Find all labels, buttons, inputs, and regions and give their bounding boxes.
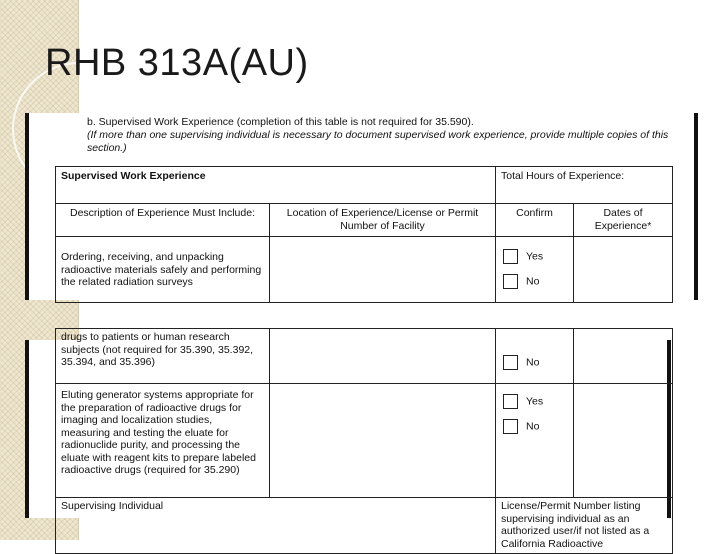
header-supervised-work: Supervised Work Experience	[61, 170, 206, 182]
column-header-row	[56, 204, 673, 237]
scan-border-left	[25, 340, 29, 518]
section-intro	[87, 116, 687, 155]
row-description: Ordering, receiving, and unpacking radioactive materials safely and performing the related radiation surveys	[56, 237, 270, 303]
dates-field[interactable]	[574, 329, 673, 384]
form-excerpt-bottom	[25, 331, 698, 550]
experience-table-bottom	[55, 328, 673, 554]
table-row	[56, 384, 673, 498]
form-excerpt-top	[25, 113, 698, 300]
no-checkbox[interactable]	[503, 355, 518, 370]
section-heading: b. Supervised Work Experience (completion of this table is not required for 35.590).	[87, 116, 474, 128]
location-field[interactable]	[270, 329, 496, 384]
supervising-individual-label: Supervising Individual	[56, 498, 496, 554]
yes-checkbox[interactable]	[503, 394, 518, 409]
confirm-yes-option[interactable]: Yes	[503, 249, 568, 264]
confirm-no-option[interactable]: No	[503, 419, 568, 434]
location-field[interactable]	[270, 384, 496, 498]
confirm-no-option[interactable]: No	[503, 355, 568, 370]
license-permit-label: License/Permit Number listing supervising individual as an authorized user/if not listed as a California Radioactive	[496, 498, 673, 554]
scan-border-right	[694, 113, 698, 300]
yes-checkbox[interactable]	[503, 249, 518, 264]
no-checkbox[interactable]	[503, 274, 518, 289]
table-header-row	[56, 167, 673, 204]
no-checkbox[interactable]	[503, 419, 518, 434]
table-row	[56, 329, 673, 384]
experience-table-top	[55, 166, 673, 303]
location-field[interactable]	[270, 237, 496, 303]
dates-field[interactable]	[574, 384, 673, 498]
section-note: (If more than one supervising individual is necessary to document supervised work experience, provide multiple copies of this section.)	[87, 129, 669, 154]
scan-border-left	[25, 113, 29, 300]
dates-field[interactable]	[574, 237, 673, 303]
col-confirm: Confirm	[496, 204, 574, 237]
row-description: drugs to patients or human research subjects (not required for 35.390, 35.392, 35.394, and 35.396)	[56, 329, 270, 384]
col-dates: Dates of Experience*	[574, 204, 673, 237]
col-description: Description of Experience Must Include:	[56, 204, 270, 237]
row-description: Eluting generator systems appropriate for the preparation of radioactive drugs for imaging and localization studies, measuring and testing the eluate for radionuclide purity, and processing the eluate with reagent kits to prepare labeled radioactive drugs (required for 35.290)	[56, 384, 270, 498]
slide-title: RHB 313A(AU)	[45, 42, 309, 84]
header-total-hours: Total Hours of Experience:	[501, 170, 625, 182]
confirm-yes-option[interactable]: Yes	[503, 394, 568, 409]
col-location: Location of Experience/License or Permit Number of Facility	[270, 204, 496, 237]
table-row	[56, 237, 673, 303]
table-footer-row	[56, 498, 673, 554]
confirm-no-option[interactable]: No	[503, 274, 568, 289]
